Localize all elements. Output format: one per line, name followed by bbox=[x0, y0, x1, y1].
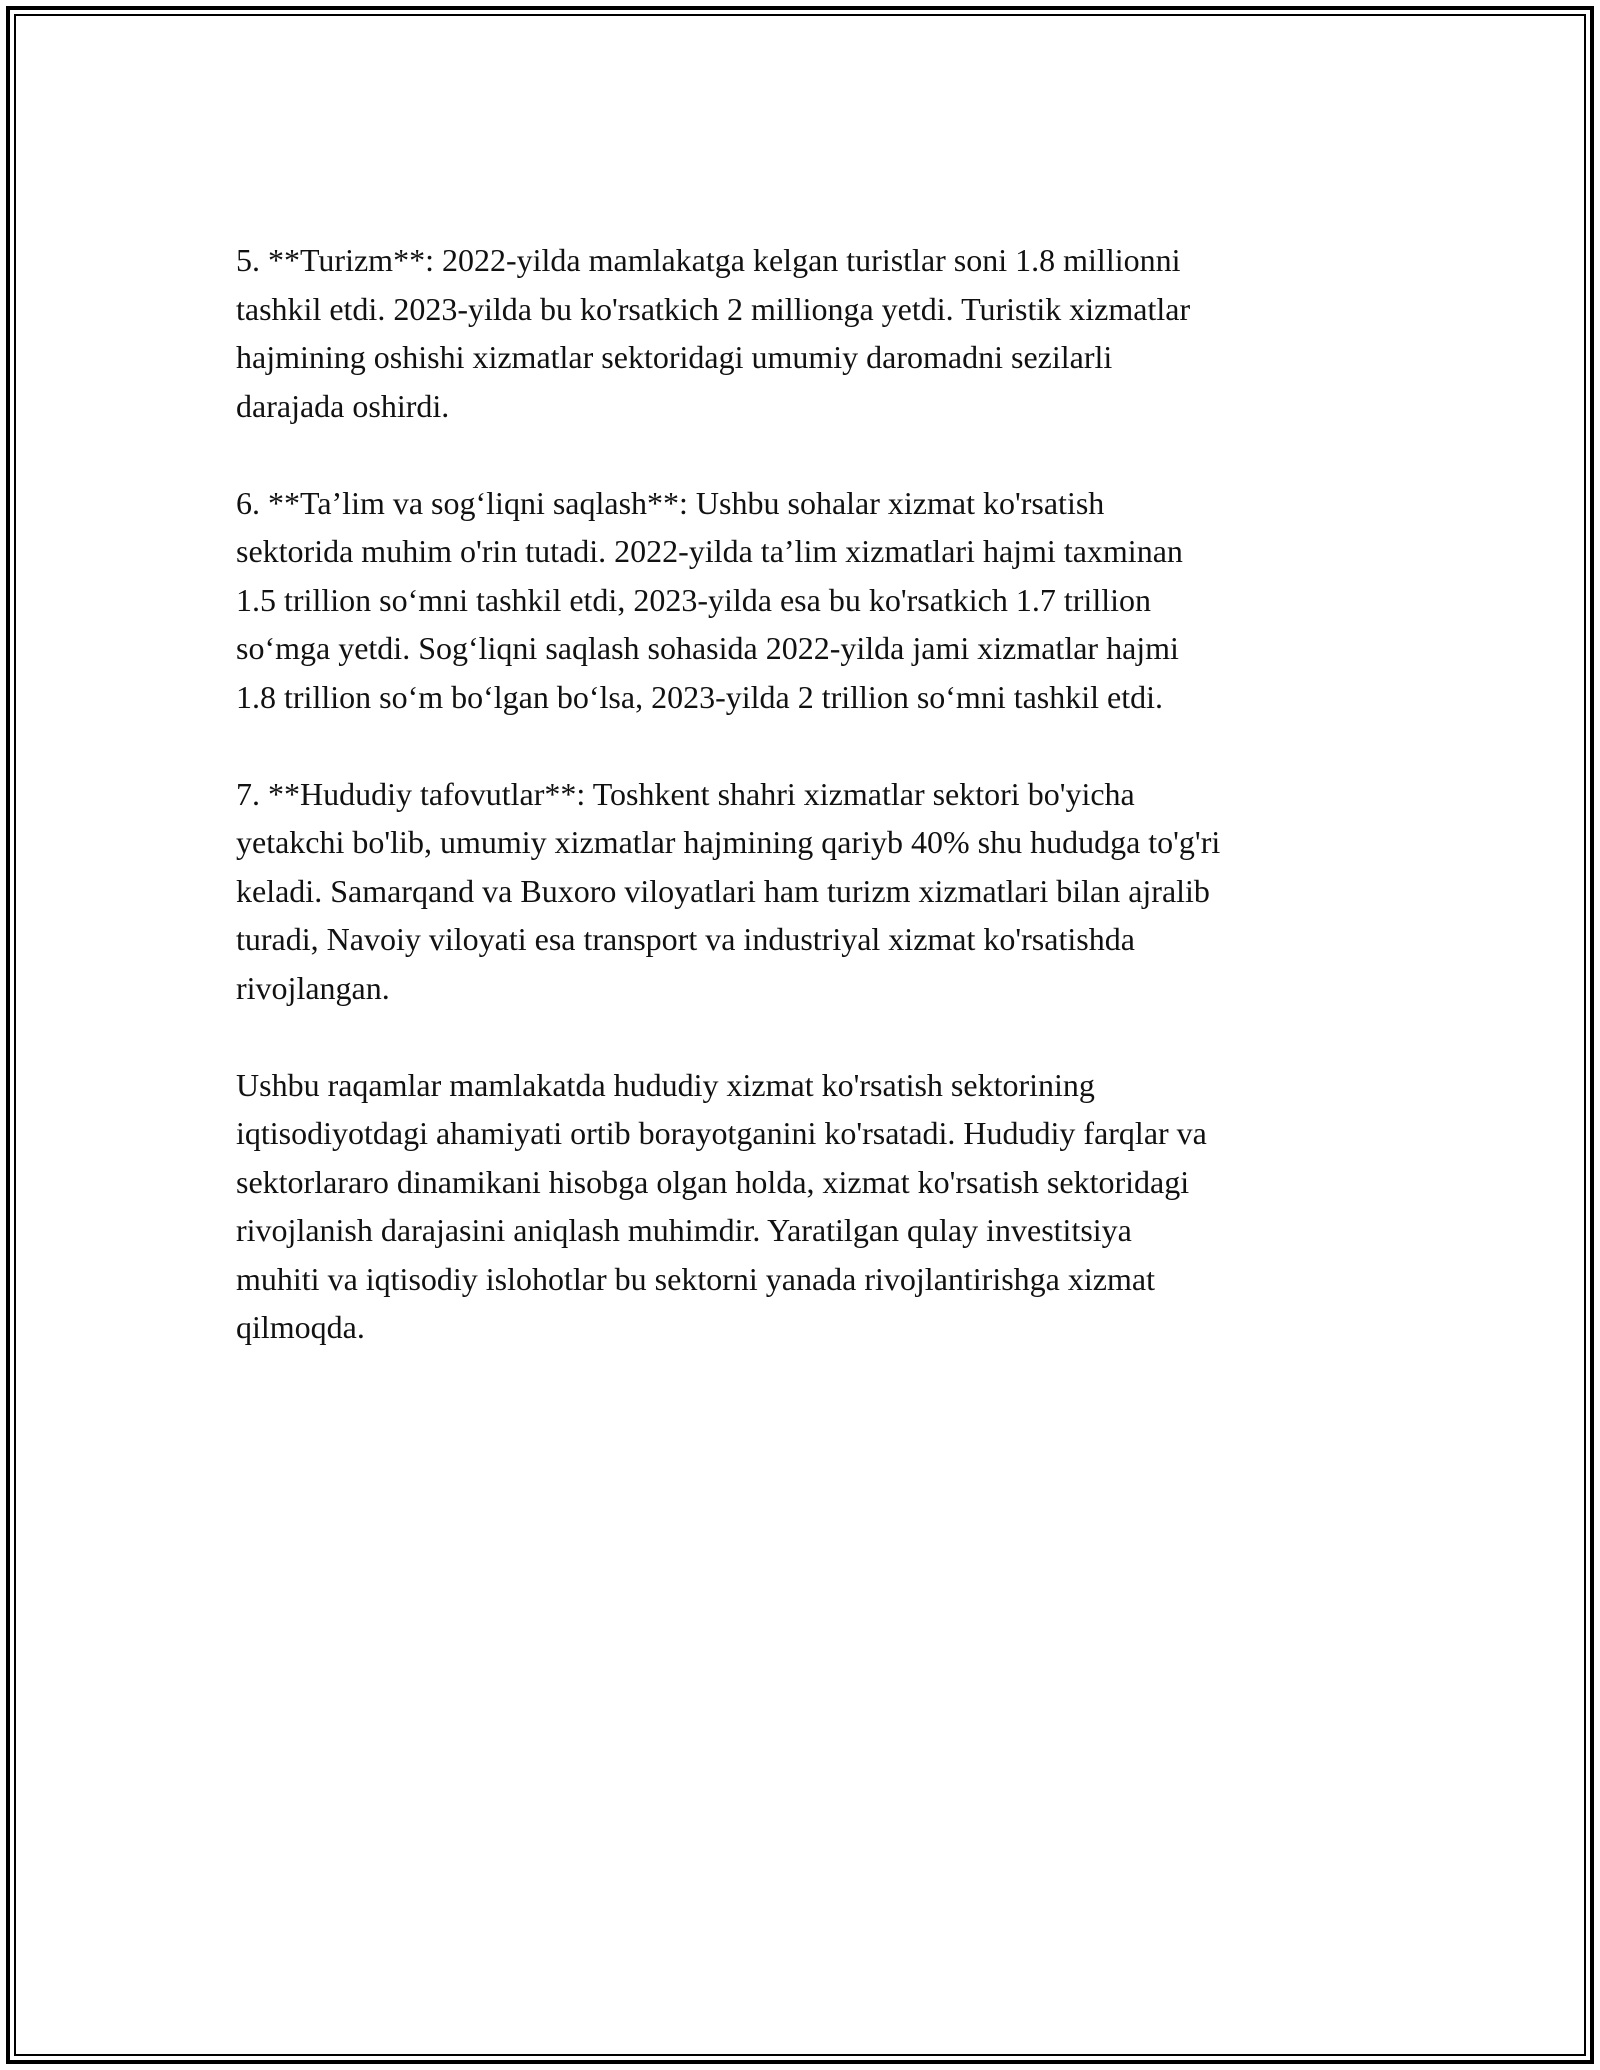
paragraph-conclusion: Ushbu raqamlar mamlakatda hududiy xizmat ko'rsatish sektorining iqtisodiyotdagi ahamiyati ortib borayotganini ko'rsatadi. Hududiy farqlar va sektorlararo dinamikani hisobga olgan holda, xizmat ko'rsatish sektoridagi rivojlanish darajasini aniqlash muhimdir. Yaratilgan qulay investitsiya muhiti va iqtisodiy islohotlar bu sektorni yanada rivojlantirishga xizmat qilmoqda. bbox=[236, 1066, 1207, 1345]
paragraph-education-health: 6. **Ta’lim va sog‘liqni saqlash**: Ushbu sohalar xizmat ko'rsatish sektorida muhim o'rin tutadi. 2022-yilda ta’lim xizmatlari hajmi taxminan 1.5 trillion so‘mni tashkil etdi, 2023-yilda esa bu ko'rsatkich 1.7 trillion so‘mga yetdi. Sog‘liqni saqlash sohasida 2022-yilda jami xizmatlar hajmi 1.8 trillion so‘m bo‘lgan bo‘lsa, 2023-yilda 2 trillion so‘mni tashkil etdi. bbox=[236, 484, 1183, 715]
paragraph-regional-differences: 7. **Hududiy tafovutlar**: Toshkent shahri xizmatlar sektori bo'yicha yetakchi bo'lib, umumiy xizmatlar hajmining qariyb 40% shu hududga to'g'ri keladi. Samarqand va Buxoro viloyatlari ham turizm xizmatlari bilan ajralib turadi, Navoiy viloyati esa transport va industriyal xizmat ko'rsatishda rivojlangan. bbox=[236, 775, 1221, 1006]
document-body bbox=[236, 236, 1376, 1400]
paragraph-tourism: 5. **Turizm**: 2022-yilda mamlakatga kelgan turistlar soni 1.8 millionni tashkil etdi. 2023-yilda bu ko'rsatkich 2 millionga yetdi. Turistik xizmatlar hajmining oshishi xizmatlar sektoridagi umumiy daromadni sezilarli darajada oshirdi. bbox=[236, 242, 1191, 424]
